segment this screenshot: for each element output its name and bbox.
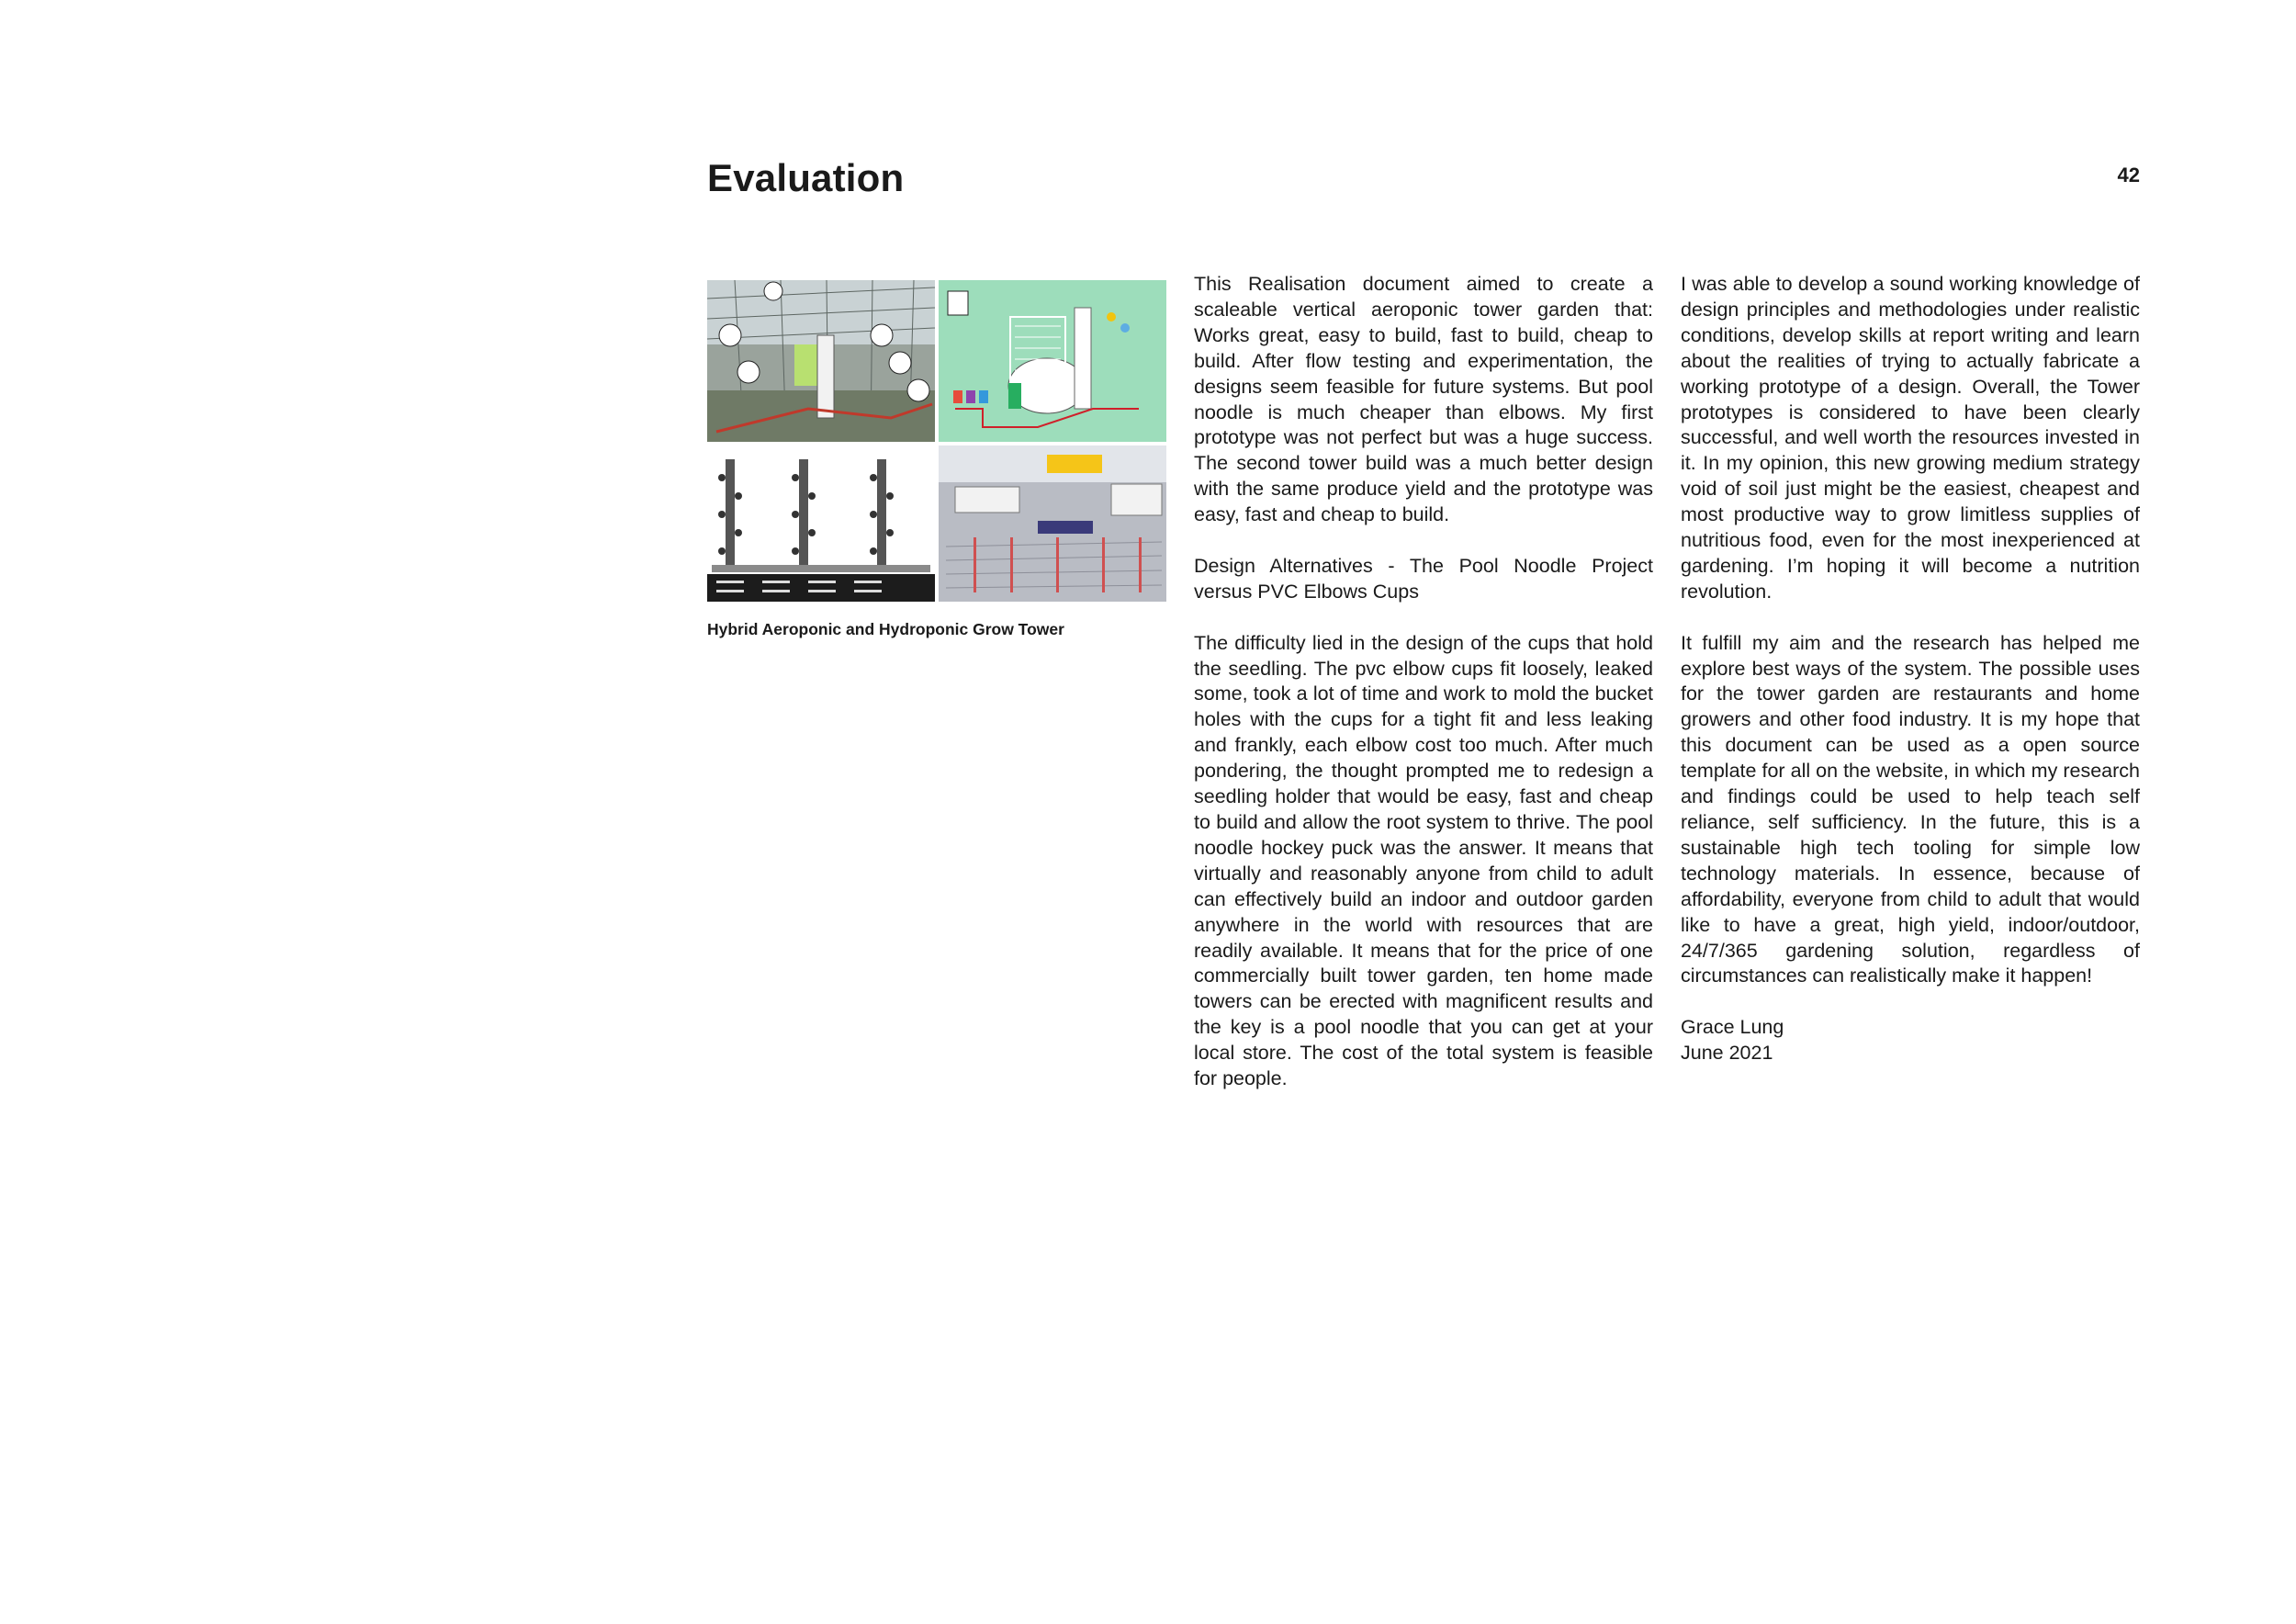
realisation-summary-paragraph: This Realisation document aimed to create a scaleable vertical aeroponic tower garden that: Works great, easy to build, fast to build, cheap to build. After flow testing and experimentation, the designs seem feasible for future systems. But pool noodle is much cheaper than elbows. My first prototype was not perfect but was a huge success. The second tower build was a much better design with the same produce yield and the prototype was easy, fast and cheap to build. xyxy=(1194,273,1653,526)
learning-outcomes-paragraph: I was able to develop a sound working knowledge of design principles and methodologies under realistic conditions, develop skills at report writing and learn about the realities of trying to actually fabricate a working prototype of a design. Overall, the Tower prototypes is considered to have been clearly successful, and well worth the resources invested in it. In my opinion, this new growing medium strategy void of soil just might be the easiest, cheapest and most productive way to grow limitless supplies of nutritious food, even for the most inexperienced at gardening. I’m hoping it will become a nutrition revolution. xyxy=(1681,273,2140,603)
right-text-column xyxy=(1681,272,2140,1066)
greenhouse-panel xyxy=(707,280,935,442)
future-uses-paragraph: It fulfill my aim and the research has helped me explore best ways of the system. The possible uses for the tower garden are restaurants and home growers and other food industry. It is my hope that this document can be used as a open source template for all on the website, in which my research and findings could be used to help teach self reliance, self sufficiency. In the future, this is a sustainable high tech tooling for simple low technology materials. In essence, because of affordability, everyone from child to adult that would like to have a great, high yield, indoor/outdoor, 24/7/365 gardening solution, regardless of circumstances can realistically make it happen! xyxy=(1681,631,2140,987)
tower-elevation-panel xyxy=(707,445,935,602)
indoor-render-panel xyxy=(939,445,1166,602)
grow-tower-collage-image xyxy=(707,280,1166,602)
page-title: Evaluation xyxy=(707,156,905,199)
signature-date: June 2021 xyxy=(1681,1042,1773,1065)
signature xyxy=(1681,1015,2140,1066)
design-alternatives-heading: Design Alternatives - The Pool Noodle Project versus PVC Elbows Cups xyxy=(1194,554,1653,603)
figure-caption: Hybrid Aeroponic and Hydroponic Grow Tower xyxy=(707,620,1064,638)
signature-name: Grace Lung xyxy=(1681,1016,1784,1039)
page-number: 42 xyxy=(2117,164,2140,186)
schematic-panel xyxy=(939,280,1166,442)
grow-tower-figure xyxy=(707,280,1166,602)
cup-design-paragraph: The difficulty lied in the design of the cups that hold the seedling. The pvc elbow cups fit loosely, leaked some, took a lot of time and work to mold the bucket holes with the cups for a tight fit and less leaking and frankly, each elbow cost too much. After much pondering, the thought prompted me to redesign a seedling holder that would be easy, fast and cheap to build and allow the root system to thrive. The pool noodle hockey puck was the answer. It means that virtually and reasonably anyone from child to adult can effectively build an indoor and outdoor garden anywhere in the world with resources that are readily available. It means that for the price of one commercially built tower garden, ten home made towers can be erected with magnificent results and the key is a pool noodle that you can get at your local store. The cost of the total system is feasible for people. xyxy=(1194,631,1653,1090)
middle-text-column xyxy=(1194,272,1653,1118)
